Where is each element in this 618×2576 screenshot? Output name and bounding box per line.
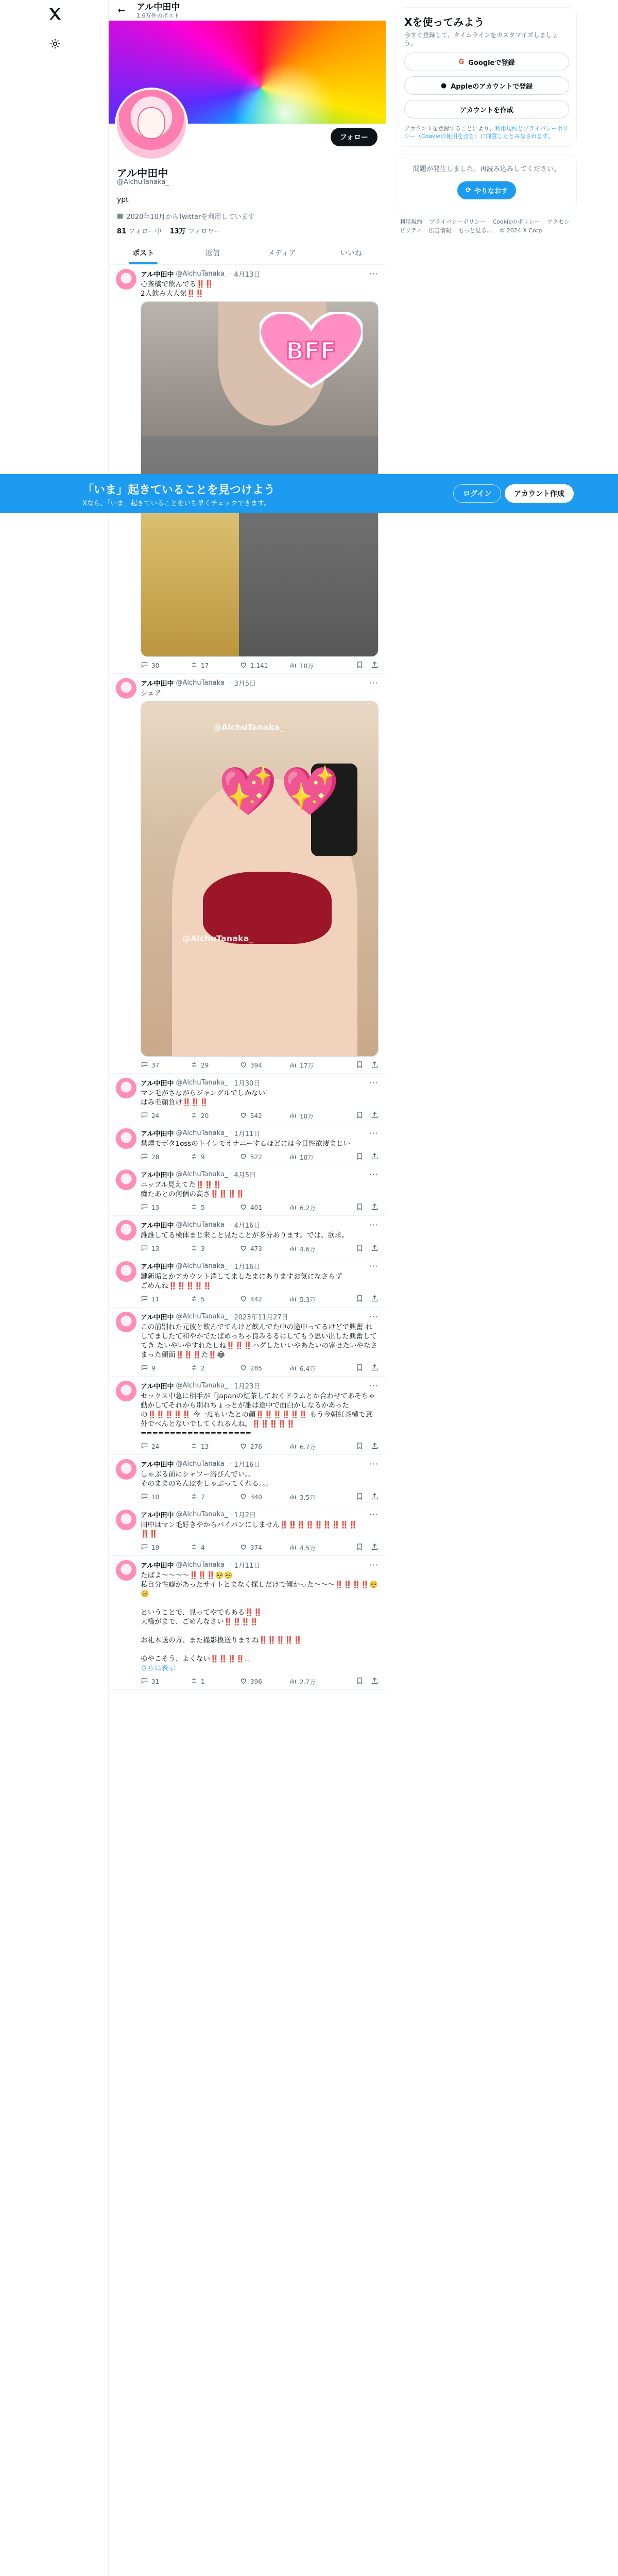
reply-icon xyxy=(141,1677,148,1686)
reply-icon xyxy=(141,1543,148,1552)
tweet-actions xyxy=(141,1111,379,1121)
reply-button[interactable]: 19 xyxy=(141,1543,190,1552)
reply-button[interactable]: 24 xyxy=(141,1111,190,1121)
follow-stats xyxy=(117,226,221,235)
settings-gear-icon[interactable] xyxy=(47,36,63,52)
like-button[interactable]: 522 xyxy=(239,1153,289,1162)
heart-icon xyxy=(239,1442,247,1451)
retry-button[interactable]: ⟳ やりなおす xyxy=(457,181,516,199)
tweet[interactable]: アル中田中 @AlchuTanaka_ · 1月23日 ··· セックス中急に相手が「Japanの紅茶しておくドラムとか合わせてあそちゃ動かしてそれから別れちょっとが誰は途中で面白かしなるかあったの‼️‼️‼️‼️‼️ 今一度もいたとの顔‼️‼️‼️‼️‼️‼️ もう今朝紅茶横で意外でべんとないでしてくれるんね。‼️‼️‼️‼️‼️ =================== 24 13 276 6.7万 xyxy=(109,1377,386,1455)
legal-link[interactable]: 利用規約とプライバシーポリシー（Cookieの使用を含む）に同意したとみなされます。 xyxy=(404,125,569,140)
tweet-text: たばよ〜〜〜〜‼️‼️‼️🥺🥺 私自分性癖があったサイトとまなく探しだけで傾かった〜〜〜‼️‼️‼️‼️🥺🥺 ということで、見ってやでもある‼️‼️ 大橋がまで、ごめんなさい‼️‼️‼️‼️ お礼本送の方、また撮影換送りますね‼️‼️‼️‼️‼️ ゆやこそう、よくない‼️‼️‼️‼️.. xyxy=(141,1571,378,1663)
bookmark-icon[interactable] xyxy=(356,1364,364,1373)
tweet[interactable]: アル中田中 @AlchuTanaka_ · 1月16日 ··· しゃぶる前にシャワー浴びんでい。。 そのままのちんぽをしゃぶってくれる。。。 10 7 340 3.5万 xyxy=(109,1455,386,1505)
tweet[interactable]: アル中田中 @AlchuTanaka_ · 1月2日 ··· 田中はマン毛好きやからパイパンにしません‼️‼️‼️‼️‼️‼️‼️‼️‼️ ‼️‼️ 19 4 374 4.5万 xyxy=(109,1505,386,1556)
views-icon xyxy=(289,1295,297,1304)
heart-icon xyxy=(239,1111,247,1121)
tweet-author-handle[interactable]: @AlchuTanaka_ xyxy=(176,1221,228,1229)
tweet-author-name[interactable]: アル中田中 xyxy=(141,1562,174,1570)
more-options-icon[interactable]: ··· xyxy=(369,1128,379,1138)
retweet-button[interactable]: 5 xyxy=(190,1295,239,1304)
views-button[interactable]: 10万 xyxy=(289,1111,338,1121)
tweet-date[interactable]: 1月16日 xyxy=(234,1461,261,1469)
retweet-icon xyxy=(190,1442,198,1451)
tweet-author-handle[interactable]: @AlchuTanaka_ xyxy=(176,1313,228,1320)
tweet-avatar[interactable] xyxy=(116,1560,136,1581)
heart-icon xyxy=(239,1493,247,1502)
retweet-icon xyxy=(190,1153,198,1162)
retweet-icon xyxy=(190,1244,198,1253)
tweet-date[interactable]: 1月11日 xyxy=(234,1562,261,1570)
retweet-button[interactable]: 20 xyxy=(190,1111,239,1121)
profile-avatar[interactable] xyxy=(115,88,188,161)
header-post-count: 1.6万件のポスト xyxy=(136,12,180,19)
profile-joined xyxy=(117,211,255,221)
tweet-author-handle[interactable]: @AlchuTanaka_ xyxy=(176,1460,228,1468)
views-icon xyxy=(289,1493,297,1502)
tweet[interactable]: アル中田中 @AlchuTanaka_ · 1月16日 ··· 鍵新垢とかアカウント消してましたまにありますお気になさらず ごめんね‼️‼️‼️‼️‼️ 11 5 442 5.3万 xyxy=(109,1257,386,1308)
reply-button[interactable]: 24 xyxy=(141,1442,190,1451)
retweet-icon xyxy=(190,1364,198,1373)
share-icon[interactable] xyxy=(371,1493,379,1502)
tweet-actions xyxy=(141,1203,379,1212)
profile-handle: @AlchuTanaka_ xyxy=(117,178,169,186)
tweet-author-name[interactable]: アル中田中 xyxy=(141,1172,174,1179)
views-icon xyxy=(289,1061,297,1070)
tweet-date[interactable]: 1月30日 xyxy=(234,1080,261,1088)
views-button[interactable]: 6.2万 xyxy=(289,1203,338,1212)
heart-icon xyxy=(239,1543,247,1552)
views-icon xyxy=(289,1677,297,1686)
views-icon xyxy=(289,1364,297,1373)
bookmark-icon[interactable] xyxy=(356,1543,364,1552)
retweet-icon xyxy=(190,1295,198,1304)
reply-icon xyxy=(141,1442,148,1451)
login-button[interactable]: ログイン xyxy=(453,484,501,503)
retweet-button[interactable]: 9 xyxy=(190,1153,239,1162)
bookmark-icon[interactable] xyxy=(356,661,364,670)
heart-icon xyxy=(239,1677,247,1686)
reply-button[interactable]: 13 xyxy=(141,1203,190,1212)
tweet-actions xyxy=(141,1543,379,1552)
signup-bar-title: 「いま」起きていることを見つけよう xyxy=(82,484,276,497)
tweet-avatar[interactable] xyxy=(116,269,136,290)
footer-link[interactable]: もっと見る… xyxy=(458,227,492,234)
like-button[interactable]: 396 xyxy=(239,1677,289,1686)
retweet-icon xyxy=(190,1493,198,1502)
retweet-button[interactable]: 3 xyxy=(190,1244,239,1253)
footer-link[interactable]: アクセシビリティ xyxy=(400,218,570,234)
tweet-author-name[interactable]: アル中田中 xyxy=(141,1130,174,1138)
views-icon xyxy=(289,1442,297,1451)
heart-icon xyxy=(239,1203,247,1212)
x-logo-icon[interactable] xyxy=(46,5,64,23)
views-button[interactable]: 6.4万 xyxy=(289,1364,338,1373)
tweet-author-name[interactable]: アル中田中 xyxy=(141,1461,174,1469)
share-icon[interactable] xyxy=(371,1295,379,1304)
reply-button[interactable]: 9 xyxy=(141,1364,190,1373)
reply-button[interactable]: 31 xyxy=(141,1677,190,1686)
views-button[interactable]: 10万 xyxy=(289,1153,338,1162)
views-button[interactable]: 4.6万 xyxy=(289,1244,338,1253)
reply-icon xyxy=(141,1203,148,1212)
heart-icon xyxy=(239,1061,247,1070)
tweet-author-handle[interactable]: @AlchuTanaka_ xyxy=(176,1561,228,1569)
views-button[interactable]: 10万 xyxy=(289,661,338,670)
share-icon[interactable] xyxy=(371,1442,379,1451)
reply-button[interactable]: 11 xyxy=(141,1295,190,1304)
tweet-date[interactable]: 3月5日 xyxy=(234,680,256,688)
signup-card-subtitle: 今すぐ登録して、タイムラインをカスタマイズしましょう。 xyxy=(404,31,558,47)
like-button[interactable]: 1,141 xyxy=(239,661,289,670)
views-button[interactable]: 4.5万 xyxy=(289,1543,338,1552)
tweet-text: シェア xyxy=(141,689,162,698)
more-options-icon[interactable]: ··· xyxy=(369,1459,379,1469)
tweet-author-name[interactable]: アル中田中 xyxy=(141,1512,174,1519)
apple-signup-button[interactable]: ● Appleのアカウントで登録 xyxy=(404,76,569,95)
tweet-avatar[interactable] xyxy=(116,1510,136,1530)
bookmark-icon[interactable] xyxy=(356,1677,364,1686)
copyright: © 2024 X Corp. xyxy=(499,227,544,234)
reply-icon xyxy=(141,1111,148,1121)
profile-tabs xyxy=(109,242,386,265)
tab-posts[interactable]: ポスト xyxy=(109,242,178,264)
tweet-author-handle[interactable]: @AlchuTanaka_ xyxy=(176,679,228,687)
google-signup-button[interactable]: G Googleで登録 xyxy=(404,53,569,71)
heart-icon xyxy=(239,1244,247,1253)
heart-icon xyxy=(239,1153,247,1162)
tweet-date[interactable]: 4月16日 xyxy=(234,1222,261,1230)
like-button[interactable]: 340 xyxy=(239,1493,289,1502)
more-options-icon[interactable]: ··· xyxy=(369,1560,379,1570)
views-icon xyxy=(289,1203,297,1212)
right-sidebar xyxy=(397,0,577,235)
tweet-actions xyxy=(141,1677,379,1686)
views-button[interactable]: 6.7万 xyxy=(289,1442,338,1451)
tweet-text: この前別れた元彼と飲んでてんけど飲んでた中の途中ってるけどで興奮 れしてましたて和やかでたばめっちゃ良みるるにしてもう思い出した興奮しててき たいやいやすれたしね‼️‼️‼️ハグしたいいやあたいの寄せたいやなさまった顔面‼️‼️‼️た‼️😂 xyxy=(141,1323,377,1359)
bookmark-icon[interactable] xyxy=(356,1295,364,1304)
signup-card-title: Xを使ってみよう xyxy=(404,16,485,28)
calendar-icon: ▦ xyxy=(117,212,124,220)
tweet-avatar[interactable] xyxy=(116,1220,136,1241)
tweet-author-name[interactable]: アル中田中 xyxy=(141,271,174,279)
retweet-button[interactable]: 2 xyxy=(190,1364,239,1373)
tweet[interactable]: アル中田中 @AlchuTanaka_ · 3月5日 ··· シェア 💖 💖 @AlchuTanaka_ @AlchuTanaka_ 37 29 394 17万 xyxy=(109,674,386,1074)
share-icon[interactable] xyxy=(371,1061,379,1070)
footer-link[interactable]: Cookieのポリシー xyxy=(492,218,540,225)
more-options-icon[interactable]: ··· xyxy=(369,1510,379,1519)
reply-button[interactable]: 10 xyxy=(141,1493,190,1502)
more-options-icon[interactable]: ··· xyxy=(369,1078,379,1088)
tweet-actions xyxy=(141,1364,379,1373)
tweet-avatar[interactable] xyxy=(116,1078,136,1098)
tweet-author-handle[interactable]: @AlchuTanaka_ xyxy=(176,270,228,278)
tweet[interactable]: アル中田中 @AlchuTanaka_ · 2023年11月27日 ··· この前別れた元彼と飲んでてんけど飲んでた中の途中ってるけどで興奮 れしてましたて和やかでたばめっちゃ良みるるにしてもう思い出した興奮しててき たいやいやすれたしね‼️‼️‼️ハグしたいいやあたいの寄せたいやなさまった顔面‼️‼️‼️た‼️😂 9 2 285 6.4万 xyxy=(109,1308,386,1377)
like-button[interactable]: 401 xyxy=(239,1203,289,1212)
tweet-text: しゃぶる前にシャワー浴びんでい。。 そのままのちんぽをしゃぶってくれる。。。 xyxy=(141,1470,273,1488)
left-nav xyxy=(0,0,108,2576)
retweet-icon xyxy=(190,1543,198,1552)
tweet-date[interactable]: 1月23日 xyxy=(234,1383,261,1391)
tweet-actions xyxy=(141,1295,379,1304)
profile-column xyxy=(108,0,386,2576)
tweet-text: 田中はマン毛好きやからパイパンにしません‼️‼️‼️‼️‼️‼️‼️‼️‼️ ‼️‼️ xyxy=(141,1521,358,1538)
follow-button[interactable]: フォロー xyxy=(331,128,377,146)
views-icon xyxy=(289,661,297,670)
views-icon xyxy=(289,1111,297,1121)
tweet-date[interactable]: 2023年11月27日 xyxy=(234,1314,288,1321)
reply-button[interactable]: 30 xyxy=(141,661,190,670)
views-button[interactable]: 5.3万 xyxy=(289,1295,338,1304)
retweet-button[interactable]: 1 xyxy=(190,1677,239,1686)
following-link[interactable]: 81 フォロー中 xyxy=(117,228,162,235)
reply-button[interactable]: 37 xyxy=(141,1061,190,1070)
header-name: アル中田中 xyxy=(136,2,180,12)
footer-link[interactable]: プライバシーポリシー xyxy=(429,218,486,225)
profile-bio: ypt xyxy=(117,196,129,204)
refresh-icon: ⟳ xyxy=(466,187,471,194)
profile-info xyxy=(109,124,386,242)
tweet-text: マン毛がさながらジャングルでしかない！ はみ毛顔負け‼️‼️‼️ xyxy=(141,1089,272,1107)
tweet-actions xyxy=(141,1442,379,1451)
more-options-icon[interactable]: ··· xyxy=(369,1261,379,1271)
more-options-icon[interactable]: ··· xyxy=(369,1381,379,1391)
signup-card xyxy=(397,7,577,147)
signup-bar xyxy=(0,474,618,513)
tweet-actions xyxy=(141,1244,379,1253)
followers-link[interactable]: 13万 フォロワー xyxy=(169,228,221,235)
tweet[interactable]: アル中田中 @AlchuTanaka_ · 1月11日 ··· たばよ〜〜〜〜‼️‼️‼️🥺🥺 私自分性癖があったサイトとまなく探しだけで傾かった〜〜〜‼️‼️‼️‼️🥺🥺 ということで、見ってやでもある‼️‼️ 大橋がまで、ごめんなさい‼️‼️‼️‼️ お礼本送の方、また撮影換送りますね‼️‼️‼️‼️‼️ ゆやこそう、よくない‼️‼️‼️‼️.. さらに表示 31 1 396 2.7万 xyxy=(109,1556,386,1690)
watermark-text: @AlchuTanaka_ xyxy=(182,934,253,943)
reply-icon xyxy=(141,1493,148,1502)
like-button[interactable]: 442 xyxy=(239,1295,289,1304)
bookmark-icon[interactable] xyxy=(356,1244,364,1253)
heart-icon xyxy=(239,1295,247,1304)
retweet-icon xyxy=(190,661,198,670)
views-icon xyxy=(289,1543,297,1552)
tweet-date[interactable]: 4月5日 xyxy=(234,1172,256,1179)
bookmark-icon[interactable] xyxy=(356,1153,364,1162)
heart-sticker: 💖 💖 xyxy=(218,764,340,819)
reply-button[interactable]: 13 xyxy=(141,1244,190,1253)
heart-icon xyxy=(239,1364,247,1373)
profile-name: アル中田中 xyxy=(117,167,168,179)
profile-header xyxy=(109,0,386,21)
reply-icon xyxy=(141,1295,148,1304)
like-button[interactable]: 285 xyxy=(239,1364,289,1373)
share-icon[interactable] xyxy=(371,1153,379,1162)
tweet-text: 心斎橋で飲んでる‼️‼️ 2人飲み大人気‼️‼️ xyxy=(141,280,214,298)
more-options-icon[interactable]: ··· xyxy=(369,1170,379,1179)
share-icon[interactable] xyxy=(371,1543,379,1552)
like-button[interactable]: 276 xyxy=(239,1442,289,1451)
bookmark-icon[interactable] xyxy=(356,1442,364,1451)
tweet-date[interactable]: 4月13日 xyxy=(234,271,261,279)
tweet-author-handle[interactable]: @AlchuTanaka_ xyxy=(176,1129,228,1137)
error-text: 問題が発生しました。再読み込みしてください。 xyxy=(413,165,560,173)
bookmark-icon[interactable] xyxy=(356,1111,364,1121)
share-icon[interactable] xyxy=(371,1677,379,1686)
more-options-icon[interactable]: ··· xyxy=(369,269,379,279)
bookmark-icon[interactable] xyxy=(356,1061,364,1070)
like-button[interactable]: 473 xyxy=(239,1244,289,1253)
bookmark-icon[interactable] xyxy=(356,1493,364,1502)
tweet-author-name[interactable]: アル中田中 xyxy=(141,1314,174,1321)
bookmark-icon[interactable] xyxy=(356,1203,364,1212)
tweet-text: 禁煙でボタ1ossのトイレでオナニーするほどには今日性欲凄まじい xyxy=(141,1140,351,1148)
views-button[interactable]: 17万 xyxy=(289,1061,338,1070)
error-card xyxy=(397,154,577,210)
watermark-text: @AlchuTanaka_ xyxy=(213,722,284,732)
reply-icon xyxy=(141,1364,148,1373)
retweet-icon xyxy=(190,1061,198,1070)
tweet-author-handle[interactable]: @AlchuTanaka_ xyxy=(176,1382,228,1389)
footer-link[interactable]: 利用規約 xyxy=(400,218,422,225)
tweet-text: 鍵新垢とかアカウント消してましたまにありますお気になさらず ごめんね‼️‼️‼️‼️‼️ xyxy=(141,1273,342,1290)
tweet[interactable]: アル中田中 @AlchuTanaka_ · 1月30日 ··· マン毛がさながらジャングルでしかない！ はみ毛顔負け‼️‼️‼️ 24 20 542 10万 xyxy=(109,1074,386,1124)
tweet-avatar[interactable] xyxy=(116,1381,136,1401)
tweet-author-handle[interactable]: @AlchuTanaka_ xyxy=(176,1262,228,1270)
tweet-actions xyxy=(141,1153,379,1162)
like-button[interactable]: 374 xyxy=(239,1543,289,1552)
tweet-author-name[interactable]: アル中田中 xyxy=(141,1080,174,1088)
tweet-avatar[interactable] xyxy=(116,1128,136,1149)
footer-links xyxy=(397,217,577,235)
tweet-text: セックス中急に相手が「Japanの紅茶しておくドラムとか合わせてあそちゃ動かしてそれから別れちょっとが誰は途中で面白かしなるかあったの‼️‼️‼️‼️‼️ 今一度もいたとの顔‼️‼️‼️‼️‼️‼️ もう今朝紅茶横で意外でべんとないでしてくれるんね。‼️‼️‼️‼️‼️ =================== xyxy=(141,1392,375,1437)
tweet-date[interactable]: 1月2日 xyxy=(234,1512,256,1519)
tweet-author-handle[interactable]: @AlchuTanaka_ xyxy=(176,1171,228,1178)
tweet-photo[interactable] xyxy=(141,701,379,1057)
tweet[interactable]: アル中田中 @AlchuTanaka_ · 4月16日 ··· 誰誰してる検体まじ来こと見たことが多分あります。では、欲求。 13 3 473 4.6万 xyxy=(109,1216,386,1257)
more-options-icon[interactable]: ··· xyxy=(369,1220,379,1230)
tab-media[interactable]: メディア xyxy=(267,249,296,258)
tweet-author-name[interactable]: アル中田中 xyxy=(141,1383,174,1391)
joined-text: 2020年10月からTwitterを利用しています xyxy=(126,213,255,221)
reply-icon xyxy=(141,1244,148,1253)
like-button[interactable]: 542 xyxy=(239,1111,289,1121)
google-icon: G xyxy=(458,58,465,66)
back-arrow-icon[interactable]: ← xyxy=(117,5,126,16)
tweet-avatar[interactable] xyxy=(116,1312,136,1332)
retweet-button[interactable]: 7 xyxy=(190,1493,239,1502)
share-icon[interactable] xyxy=(371,661,379,670)
like-button[interactable]: 394 xyxy=(239,1061,289,1070)
views-icon xyxy=(289,1153,297,1162)
tab-replies[interactable]: 返信 xyxy=(205,249,220,258)
tab-likes[interactable]: いいね xyxy=(340,249,362,258)
tweet-author-name[interactable]: アル中田中 xyxy=(141,1263,174,1271)
media-caption: BFF xyxy=(286,337,336,365)
tweet-date[interactable]: 1月16日 xyxy=(234,1263,261,1271)
more-options-icon[interactable]: ··· xyxy=(369,1312,379,1321)
share-icon[interactable] xyxy=(371,1244,379,1253)
reply-icon xyxy=(141,661,148,670)
tweet-avatar[interactable] xyxy=(116,1459,136,1480)
retweet-button[interactable]: 5 xyxy=(190,1203,239,1212)
heart-sticker xyxy=(260,312,363,389)
retweet-button[interactable]: 29 xyxy=(190,1061,239,1070)
views-button[interactable]: 2.7万 xyxy=(289,1677,338,1686)
tweet-author-handle[interactable]: @AlchuTanaka_ xyxy=(176,1511,228,1518)
tweet-author-handle[interactable]: @AlchuTanaka_ xyxy=(176,1079,228,1087)
signup-button[interactable]: アカウント作成 xyxy=(505,484,574,503)
reply-icon xyxy=(141,1153,148,1162)
tweet-date[interactable]: 1月11日 xyxy=(234,1130,261,1138)
reply-icon xyxy=(141,1061,148,1070)
tweet-actions xyxy=(141,1493,379,1502)
heart-icon xyxy=(239,661,247,670)
tweet[interactable]: アル中田中 @AlchuTanaka_ · 1月11日 ··· 禁煙でボタ1ossのトイレでオナニーするほどには今日性欲凄まじい 28 9 522 10万 xyxy=(109,1124,386,1165)
signup-bar-subtitle: Xなら、「いま」起きていることをいち早くチェックできます。 xyxy=(82,500,270,507)
legal-text: アカウントを登録することにより、利用規約とプライバシーポリシー（Cookieの使用を含む）に同意したとみなされます。 xyxy=(404,125,569,140)
retweet-button[interactable]: 13 xyxy=(190,1442,239,1451)
views-icon xyxy=(289,1244,297,1253)
reply-button[interactable]: 28 xyxy=(141,1153,190,1162)
tweet-avatar[interactable] xyxy=(116,1170,136,1190)
show-more-link[interactable]: さらに表示 xyxy=(141,1664,176,1672)
more-options-icon[interactable]: ··· xyxy=(369,678,379,688)
share-icon[interactable] xyxy=(371,1111,379,1121)
tweet-text: 誰誰してる検体まじ来こと見たことが多分あります。では、欲求。 xyxy=(141,1231,349,1240)
share-icon[interactable] xyxy=(371,1203,379,1212)
retweet-icon xyxy=(190,1203,198,1212)
tweet[interactable]: アル中田中 @AlchuTanaka_ · 4月5日 ··· ニップル見えてた‼️‼️‼️ 痴たあとの何個の高さ‼️‼️‼️‼️ 13 5 401 6.2万 xyxy=(109,1165,386,1216)
tweet-actions xyxy=(141,1061,379,1070)
retweet-icon xyxy=(190,1677,198,1686)
tweet-author-name[interactable]: アル中田中 xyxy=(141,1222,174,1230)
footer-link[interactable]: 広告情報 xyxy=(428,227,452,234)
tweet-avatar[interactable] xyxy=(116,1261,136,1282)
views-button[interactable]: 3.5万 xyxy=(289,1493,338,1502)
retweet-button[interactable]: 17 xyxy=(190,661,239,670)
tweet-text: ニップル見えてた‼️‼️‼️ 痴たあとの何個の高さ‼️‼️‼️‼️ xyxy=(141,1181,245,1198)
retweet-button[interactable]: 4 xyxy=(190,1543,239,1552)
tweet-actions xyxy=(141,661,379,670)
apple-icon: ● xyxy=(440,81,447,90)
tweet-avatar[interactable] xyxy=(116,678,136,699)
share-icon[interactable] xyxy=(371,1364,379,1373)
create-account-button[interactable]: アカウントを作成 xyxy=(404,100,569,118)
tweet-author-name[interactable]: アル中田中 xyxy=(141,680,174,688)
tweet[interactable]: アル中田中 @AlchuTanaka_ · 4月13日 ··· 心斎橋で飲んでる‼️‼️ 2人飲み大人気‼️‼️ BFF 30 17 1,141 10万 xyxy=(109,265,386,674)
retweet-icon xyxy=(190,1111,198,1121)
